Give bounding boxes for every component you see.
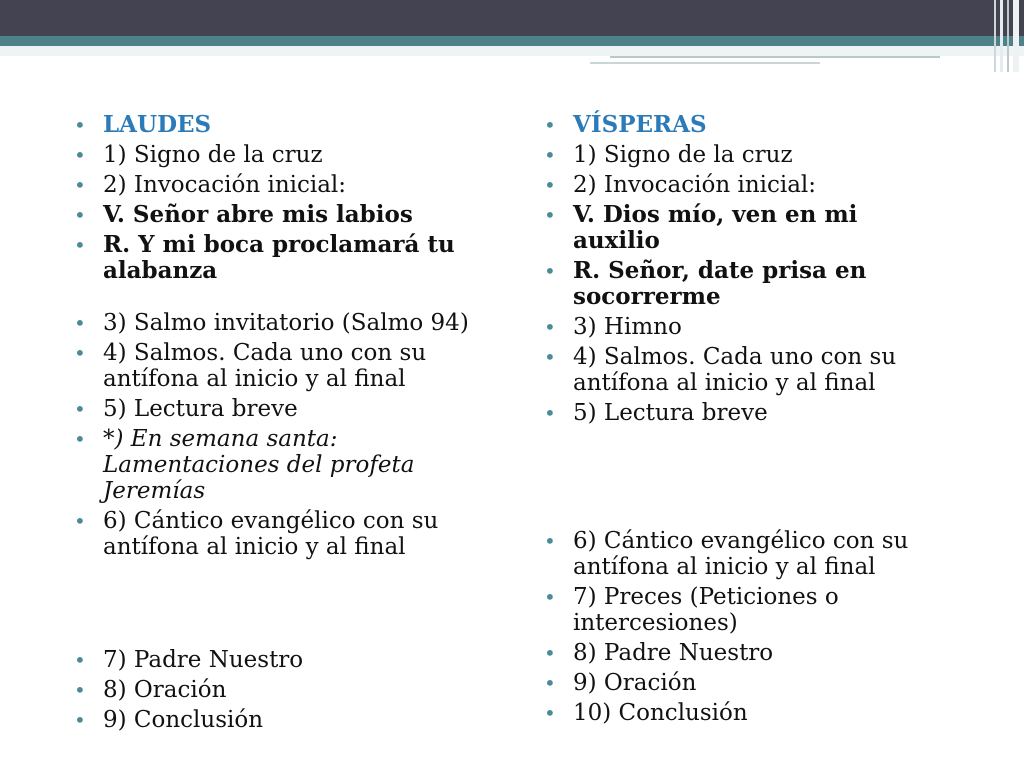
list-item-text: *) En semana santa: Lamentaciones del profeta Jeremías xyxy=(103,426,415,504)
bullet-icon: • xyxy=(544,143,556,167)
list-item xyxy=(74,340,494,392)
bullet-icon: • xyxy=(74,648,86,672)
slide-accent-light xyxy=(0,46,1024,56)
list-item xyxy=(544,670,944,696)
bullet-icon: • xyxy=(544,113,556,137)
list-item xyxy=(74,202,494,228)
list-item-text: 1) Signo de la cruz xyxy=(573,142,793,168)
bullet-icon: • xyxy=(74,143,86,167)
list-item xyxy=(544,314,944,340)
laudes-column xyxy=(74,112,494,737)
bullet-icon: • xyxy=(544,585,556,609)
list-item-text: 5) Lectura breve xyxy=(573,400,768,426)
list-item xyxy=(544,112,944,138)
bullet-icon: • xyxy=(544,401,556,425)
bullet-icon: • xyxy=(544,173,556,197)
list-item-text: 3) Salmo invitatorio (Salmo 94) xyxy=(103,310,469,336)
list-item-text: 2) Invocación inicial: xyxy=(103,172,347,198)
list-item xyxy=(544,258,944,310)
list-item xyxy=(74,112,494,138)
list-item xyxy=(74,508,494,560)
list-item-text: 7) Padre Nuestro xyxy=(103,647,304,673)
bullet-icon: • xyxy=(544,529,556,553)
list-item-text: V. Señor abre mis labios xyxy=(103,201,413,228)
bullet-icon: • xyxy=(74,233,86,257)
list-item-text: 10) Conclusión xyxy=(573,700,748,726)
bullet-icon: • xyxy=(74,311,86,335)
bullet-icon: • xyxy=(544,641,556,665)
list-item xyxy=(74,172,494,198)
bullet-icon: • xyxy=(544,259,556,283)
bullet-icon: • xyxy=(74,509,86,533)
visperas-heading: VÍSPERAS xyxy=(573,111,707,138)
list-item-text: 9) Oración xyxy=(573,670,697,696)
list-item xyxy=(74,707,494,733)
bullet-icon: • xyxy=(74,427,86,451)
list-item xyxy=(74,232,494,284)
bullet-icon: • xyxy=(74,113,86,137)
list-item xyxy=(544,584,944,636)
list-item-text: 2) Invocación inicial: xyxy=(573,172,817,198)
list-item xyxy=(74,426,494,504)
list-item-text: 9) Conclusión xyxy=(103,707,264,733)
bullet-icon: • xyxy=(544,315,556,339)
slide-corner-ornament xyxy=(994,0,1024,72)
list-item-text: 6) Cántico evangélico con su antífona al inicio y al final xyxy=(573,528,909,580)
slide-accent-band xyxy=(0,36,1024,46)
list-item xyxy=(74,142,494,168)
list-item-text: 1) Signo de la cruz xyxy=(103,142,323,168)
list-item xyxy=(74,677,494,703)
slide-header-bar xyxy=(0,0,1024,36)
list-item-text: R. Señor, date prisa en socorrerme xyxy=(573,257,867,310)
list-item xyxy=(544,172,944,198)
bullet-icon: • xyxy=(74,203,86,227)
list-item xyxy=(544,142,944,168)
bullet-icon: • xyxy=(544,701,556,725)
list-item xyxy=(544,202,944,254)
slide-accent-line xyxy=(610,56,940,58)
list-item-text: 5) Lectura breve xyxy=(103,396,298,422)
list-item xyxy=(74,396,494,422)
list-item xyxy=(544,344,944,396)
list-item-text: 7) Preces (Peticiones o intercesiones) xyxy=(573,584,839,636)
bullet-icon: • xyxy=(74,678,86,702)
bullet-icon: • xyxy=(74,708,86,732)
bullet-icon: • xyxy=(544,203,556,227)
list-item xyxy=(544,700,944,726)
list-item-text: 3) Himno xyxy=(573,314,682,340)
list-item-text: 4) Salmos. Cada uno con su antífona al inicio y al final xyxy=(573,344,897,396)
bullet-icon: • xyxy=(74,397,86,421)
list-item-text: 4) Salmos. Cada uno con su antífona al inicio y al final xyxy=(103,340,427,392)
list-item xyxy=(544,640,944,666)
list-item-text: V. Dios mío, ven en mi auxilio xyxy=(573,201,858,254)
list-item-text: R. Y mi boca proclamará tu alabanza xyxy=(103,231,455,284)
list-item xyxy=(544,528,944,580)
list-item-text: 8) Oración xyxy=(103,677,227,703)
list-item-text: 6) Cántico evangélico con su antífona al inicio y al final xyxy=(103,508,439,560)
list-item xyxy=(544,400,944,426)
laudes-heading: LAUDES xyxy=(103,111,212,138)
list-item-text: 8) Padre Nuestro xyxy=(573,640,774,666)
list-item xyxy=(74,647,494,673)
bullet-icon: • xyxy=(544,671,556,695)
bullet-icon: • xyxy=(74,173,86,197)
bullet-icon: • xyxy=(544,345,556,369)
list-item xyxy=(74,310,494,336)
visperas-column xyxy=(544,112,944,730)
slide-accent-line xyxy=(590,62,820,64)
bullet-icon: • xyxy=(74,341,86,365)
